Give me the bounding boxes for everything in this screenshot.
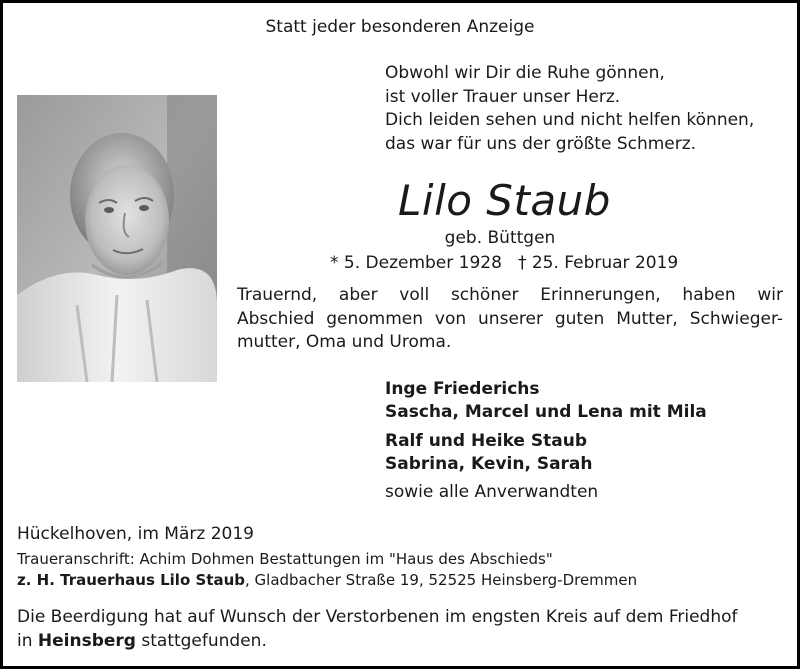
family-group-1 bbox=[385, 378, 707, 424]
mourning-address-line2 bbox=[17, 571, 637, 589]
poem bbox=[385, 62, 754, 156]
address-recipient: z. H. Trauerhaus Lilo Staub bbox=[17, 571, 245, 589]
place-date: Hückelhoven, im März 2019 bbox=[17, 524, 254, 544]
funeral-line1: Die Beerdigung hat auf Wunsch der Verstorbenen im engsten Kreis auf dem Friedhof bbox=[17, 607, 738, 627]
mourning-address-line1: Traueranschrift: Achim Dohmen Bestattungen im "Haus des Abschieds" bbox=[17, 550, 553, 568]
poem-line: Obwohl wir Dir die Ruhe gönnen, bbox=[385, 63, 665, 83]
funeral-prefix: in bbox=[17, 631, 38, 651]
family-group-2 bbox=[385, 430, 593, 476]
funeral-suffix: stattgefunden. bbox=[135, 631, 267, 651]
mourning-message bbox=[237, 284, 783, 355]
family-member: Ralf und Heike Staub bbox=[385, 431, 587, 451]
deceased-name: Lilo Staub bbox=[398, 176, 611, 225]
poem-line: das war für uns der größte Schmerz. bbox=[385, 133, 697, 154]
funeral-line2 bbox=[17, 630, 267, 654]
family-member: Inge Friederichs bbox=[385, 379, 540, 399]
poem-line: ist voller Trauer unser Herz. bbox=[385, 86, 621, 107]
family-member: Sabrina, Kevin, Sarah bbox=[385, 454, 593, 474]
birth-name: geb. Büttgen bbox=[444, 228, 556, 248]
poem-line: Dich leiden sehen und nicht helfen können, bbox=[385, 110, 755, 130]
message-line: Abschied genommen von unserer guten Mutter, Schwieger- bbox=[237, 308, 783, 329]
life-dates bbox=[330, 253, 678, 273]
headline: Statt jeder besonderen Anzeige bbox=[265, 17, 535, 37]
message-line: mutter, Oma und Uroma. bbox=[237, 332, 452, 352]
funeral-location: Heinsberg bbox=[37, 631, 136, 651]
relatives-line: sowie alle Anverwandten bbox=[385, 482, 599, 502]
family-member: Sascha, Marcel und Lena mit Mila bbox=[385, 402, 707, 422]
message-line: Trauernd, aber voll schöner Erinnerungen, haben wir bbox=[237, 285, 783, 305]
address-street: , Gladbacher Straße 19, 52525 Heinsberg-Dremmen bbox=[245, 571, 638, 589]
death-date: † 25. Februar 2019 bbox=[517, 253, 679, 273]
birth-date: * 5. Dezember 1928 bbox=[330, 253, 502, 273]
